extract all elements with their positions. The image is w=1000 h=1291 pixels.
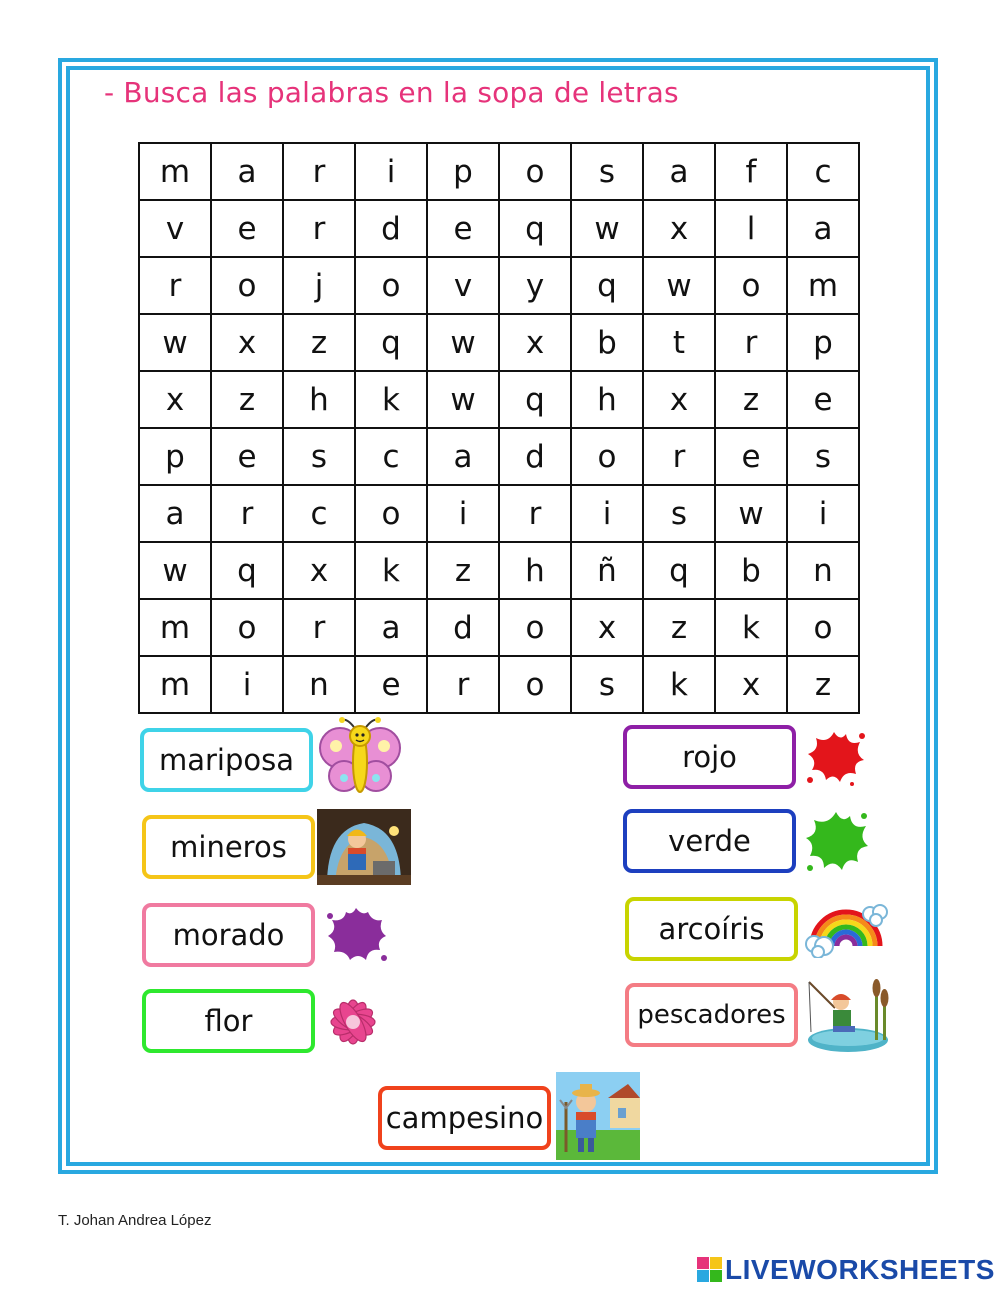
grid-row [139, 200, 859, 257]
grid-cell[interactable]: i [571, 485, 643, 542]
grid-cell[interactable]: d [427, 599, 499, 656]
grid-cell[interactable]: x [211, 314, 283, 371]
grid-cell[interactable]: d [499, 428, 571, 485]
grid-cell[interactable]: k [643, 656, 715, 713]
grid-cell[interactable]: q [643, 542, 715, 599]
grid-cell[interactable]: s [571, 656, 643, 713]
grid-cell[interactable]: n [787, 542, 859, 599]
grid-cell[interactable]: n [283, 656, 355, 713]
grid-cell[interactable]: a [139, 485, 211, 542]
liveworksheets-logo-icon [697, 1257, 723, 1283]
grid-cell[interactable]: q [355, 314, 427, 371]
word-search-grid [138, 142, 860, 714]
grid-cell[interactable]: o [715, 257, 787, 314]
miner-picture [317, 809, 411, 885]
grid-cell[interactable]: x [283, 542, 355, 599]
grid-cell[interactable]: z [427, 542, 499, 599]
butterfly-icon [318, 716, 402, 798]
grid-cell[interactable]: w [139, 542, 211, 599]
grid-cell[interactable]: o [499, 599, 571, 656]
word-flor[interactable]: flor [142, 989, 315, 1053]
grid-cell[interactable]: s [283, 428, 355, 485]
grid-cell[interactable]: a [355, 599, 427, 656]
grid-cell[interactable]: e [787, 371, 859, 428]
grid-cell[interactable]: m [787, 257, 859, 314]
author-credit: T. Johan Andrea López [58, 1212, 212, 1229]
grid-row [139, 656, 859, 713]
grid-cell[interactable]: a [643, 143, 715, 200]
word-verde[interactable]: verde [623, 809, 796, 873]
grid-cell[interactable]: m [139, 143, 211, 200]
grid-cell[interactable]: i [355, 143, 427, 200]
grid-row [139, 143, 859, 200]
grid-cell[interactable]: x [571, 599, 643, 656]
grid-cell[interactable]: i [211, 656, 283, 713]
grid-row [139, 314, 859, 371]
grid-cell[interactable]: b [571, 314, 643, 371]
grid-cell[interactable]: x [643, 371, 715, 428]
grid-cell[interactable]: s [571, 143, 643, 200]
grid-cell[interactable]: a [787, 200, 859, 257]
grid-cell[interactable]: b [715, 542, 787, 599]
liveworksheets-logo-text: LIVEWORKSHEETS [725, 1254, 995, 1285]
grid-cell[interactable]: w [571, 200, 643, 257]
green-paint-splash-icon [802, 806, 872, 876]
grid-row [139, 542, 859, 599]
grid-cell[interactable]: e [211, 428, 283, 485]
grid-cell[interactable]: z [787, 656, 859, 713]
grid-cell[interactable]: y [499, 257, 571, 314]
grid-cell[interactable]: w [715, 485, 787, 542]
grid-cell[interactable]: q [211, 542, 283, 599]
grid-cell[interactable]: x [643, 200, 715, 257]
grid-cell[interactable]: x [139, 371, 211, 428]
grid-cell[interactable]: r [283, 200, 355, 257]
grid-cell[interactable]: p [427, 143, 499, 200]
grid-cell[interactable]: c [787, 143, 859, 200]
grid-cell[interactable]: k [715, 599, 787, 656]
grid-cell[interactable]: v [427, 257, 499, 314]
grid-cell[interactable]: r [499, 485, 571, 542]
grid-cell[interactable]: q [571, 257, 643, 314]
word-pescadores[interactable]: pescadores [625, 983, 798, 1047]
rainbow-icon [804, 892, 888, 958]
grid-cell[interactable]: r [283, 599, 355, 656]
grid-cell[interactable]: e [427, 200, 499, 257]
grid-cell[interactable]: k [355, 542, 427, 599]
grid-cell[interactable]: h [499, 542, 571, 599]
grid-cell[interactable]: z [211, 371, 283, 428]
grid-cell[interactable]: h [571, 371, 643, 428]
grid-cell[interactable]: q [499, 200, 571, 257]
grid-cell[interactable]: a [211, 143, 283, 200]
grid-cell[interactable]: o [211, 257, 283, 314]
grid-cell[interactable]: w [643, 257, 715, 314]
grid-cell[interactable]: w [139, 314, 211, 371]
word-mineros[interactable]: mineros [142, 815, 315, 879]
grid-cell[interactable]: r [211, 485, 283, 542]
grid-cell[interactable]: o [355, 257, 427, 314]
grid-cell[interactable]: c [355, 428, 427, 485]
grid-cell[interactable]: s [787, 428, 859, 485]
grid-row [139, 428, 859, 485]
grid-cell[interactable]: r [427, 656, 499, 713]
grid-cell[interactable]: j [283, 257, 355, 314]
purple-paint-splash-icon [322, 902, 390, 966]
instruction-text: - Busca las palabras en la sopa de letras [104, 76, 679, 109]
grid-cell[interactable]: o [211, 599, 283, 656]
grid-cell[interactable]: w [427, 314, 499, 371]
grid-cell[interactable]: z [715, 371, 787, 428]
word-rojo[interactable]: rojo [623, 725, 796, 789]
grid-cell[interactable]: r [139, 257, 211, 314]
grid-cell[interactable]: o [571, 428, 643, 485]
grid-cell[interactable]: c [283, 485, 355, 542]
grid-cell[interactable]: e [355, 656, 427, 713]
grid-cell[interactable]: e [211, 200, 283, 257]
grid-cell[interactable]: v [139, 200, 211, 257]
grid-cell[interactable]: o [499, 143, 571, 200]
grid-row [139, 485, 859, 542]
grid-cell[interactable]: i [427, 485, 499, 542]
grid-cell[interactable]: q [499, 371, 571, 428]
grid-cell[interactable]: t [643, 314, 715, 371]
grid-row [139, 371, 859, 428]
grid-cell[interactable]: r [643, 428, 715, 485]
grid-cell[interactable]: k [355, 371, 427, 428]
grid-cell[interactable]: x [499, 314, 571, 371]
pink-flower-icon [320, 989, 386, 1055]
word-mariposa[interactable]: mariposa [140, 728, 313, 792]
word-morado[interactable]: morado [142, 903, 315, 967]
grid-cell[interactable]: d [355, 200, 427, 257]
grid-row [139, 599, 859, 656]
grid-row [139, 257, 859, 314]
grid-cell[interactable]: l [715, 200, 787, 257]
grid-cell[interactable]: o [787, 599, 859, 656]
word-arcoiris[interactable]: arcoíris [625, 897, 798, 961]
grid-cell[interactable]: x [715, 656, 787, 713]
grid-cell[interactable]: o [499, 656, 571, 713]
word-campesino[interactable]: campesino [378, 1086, 551, 1150]
grid-cell[interactable]: z [283, 314, 355, 371]
red-paint-splash-icon [804, 724, 868, 788]
grid-cell[interactable]: s [643, 485, 715, 542]
grid-cell[interactable]: w [427, 371, 499, 428]
grid-cell[interactable]: f [715, 143, 787, 200]
grid-cell[interactable]: a [427, 428, 499, 485]
grid-cell[interactable]: h [283, 371, 355, 428]
grid-cell[interactable]: r [283, 143, 355, 200]
grid-cell[interactable]: r [715, 314, 787, 371]
grid-cell[interactable]: p [787, 314, 859, 371]
grid-cell[interactable]: m [139, 656, 211, 713]
grid-cell[interactable]: o [355, 485, 427, 542]
grid-cell[interactable]: p [139, 428, 211, 485]
farmer-picture [556, 1072, 640, 1160]
grid-cell[interactable]: ñ [571, 542, 643, 599]
liveworksheets-logo[interactable] [697, 1254, 995, 1286]
grid-cell[interactable]: i [787, 485, 859, 542]
fisherman-picture [805, 974, 891, 1054]
grid-cell[interactable]: e [715, 428, 787, 485]
grid-cell[interactable]: m [139, 599, 211, 656]
grid-cell[interactable]: z [643, 599, 715, 656]
